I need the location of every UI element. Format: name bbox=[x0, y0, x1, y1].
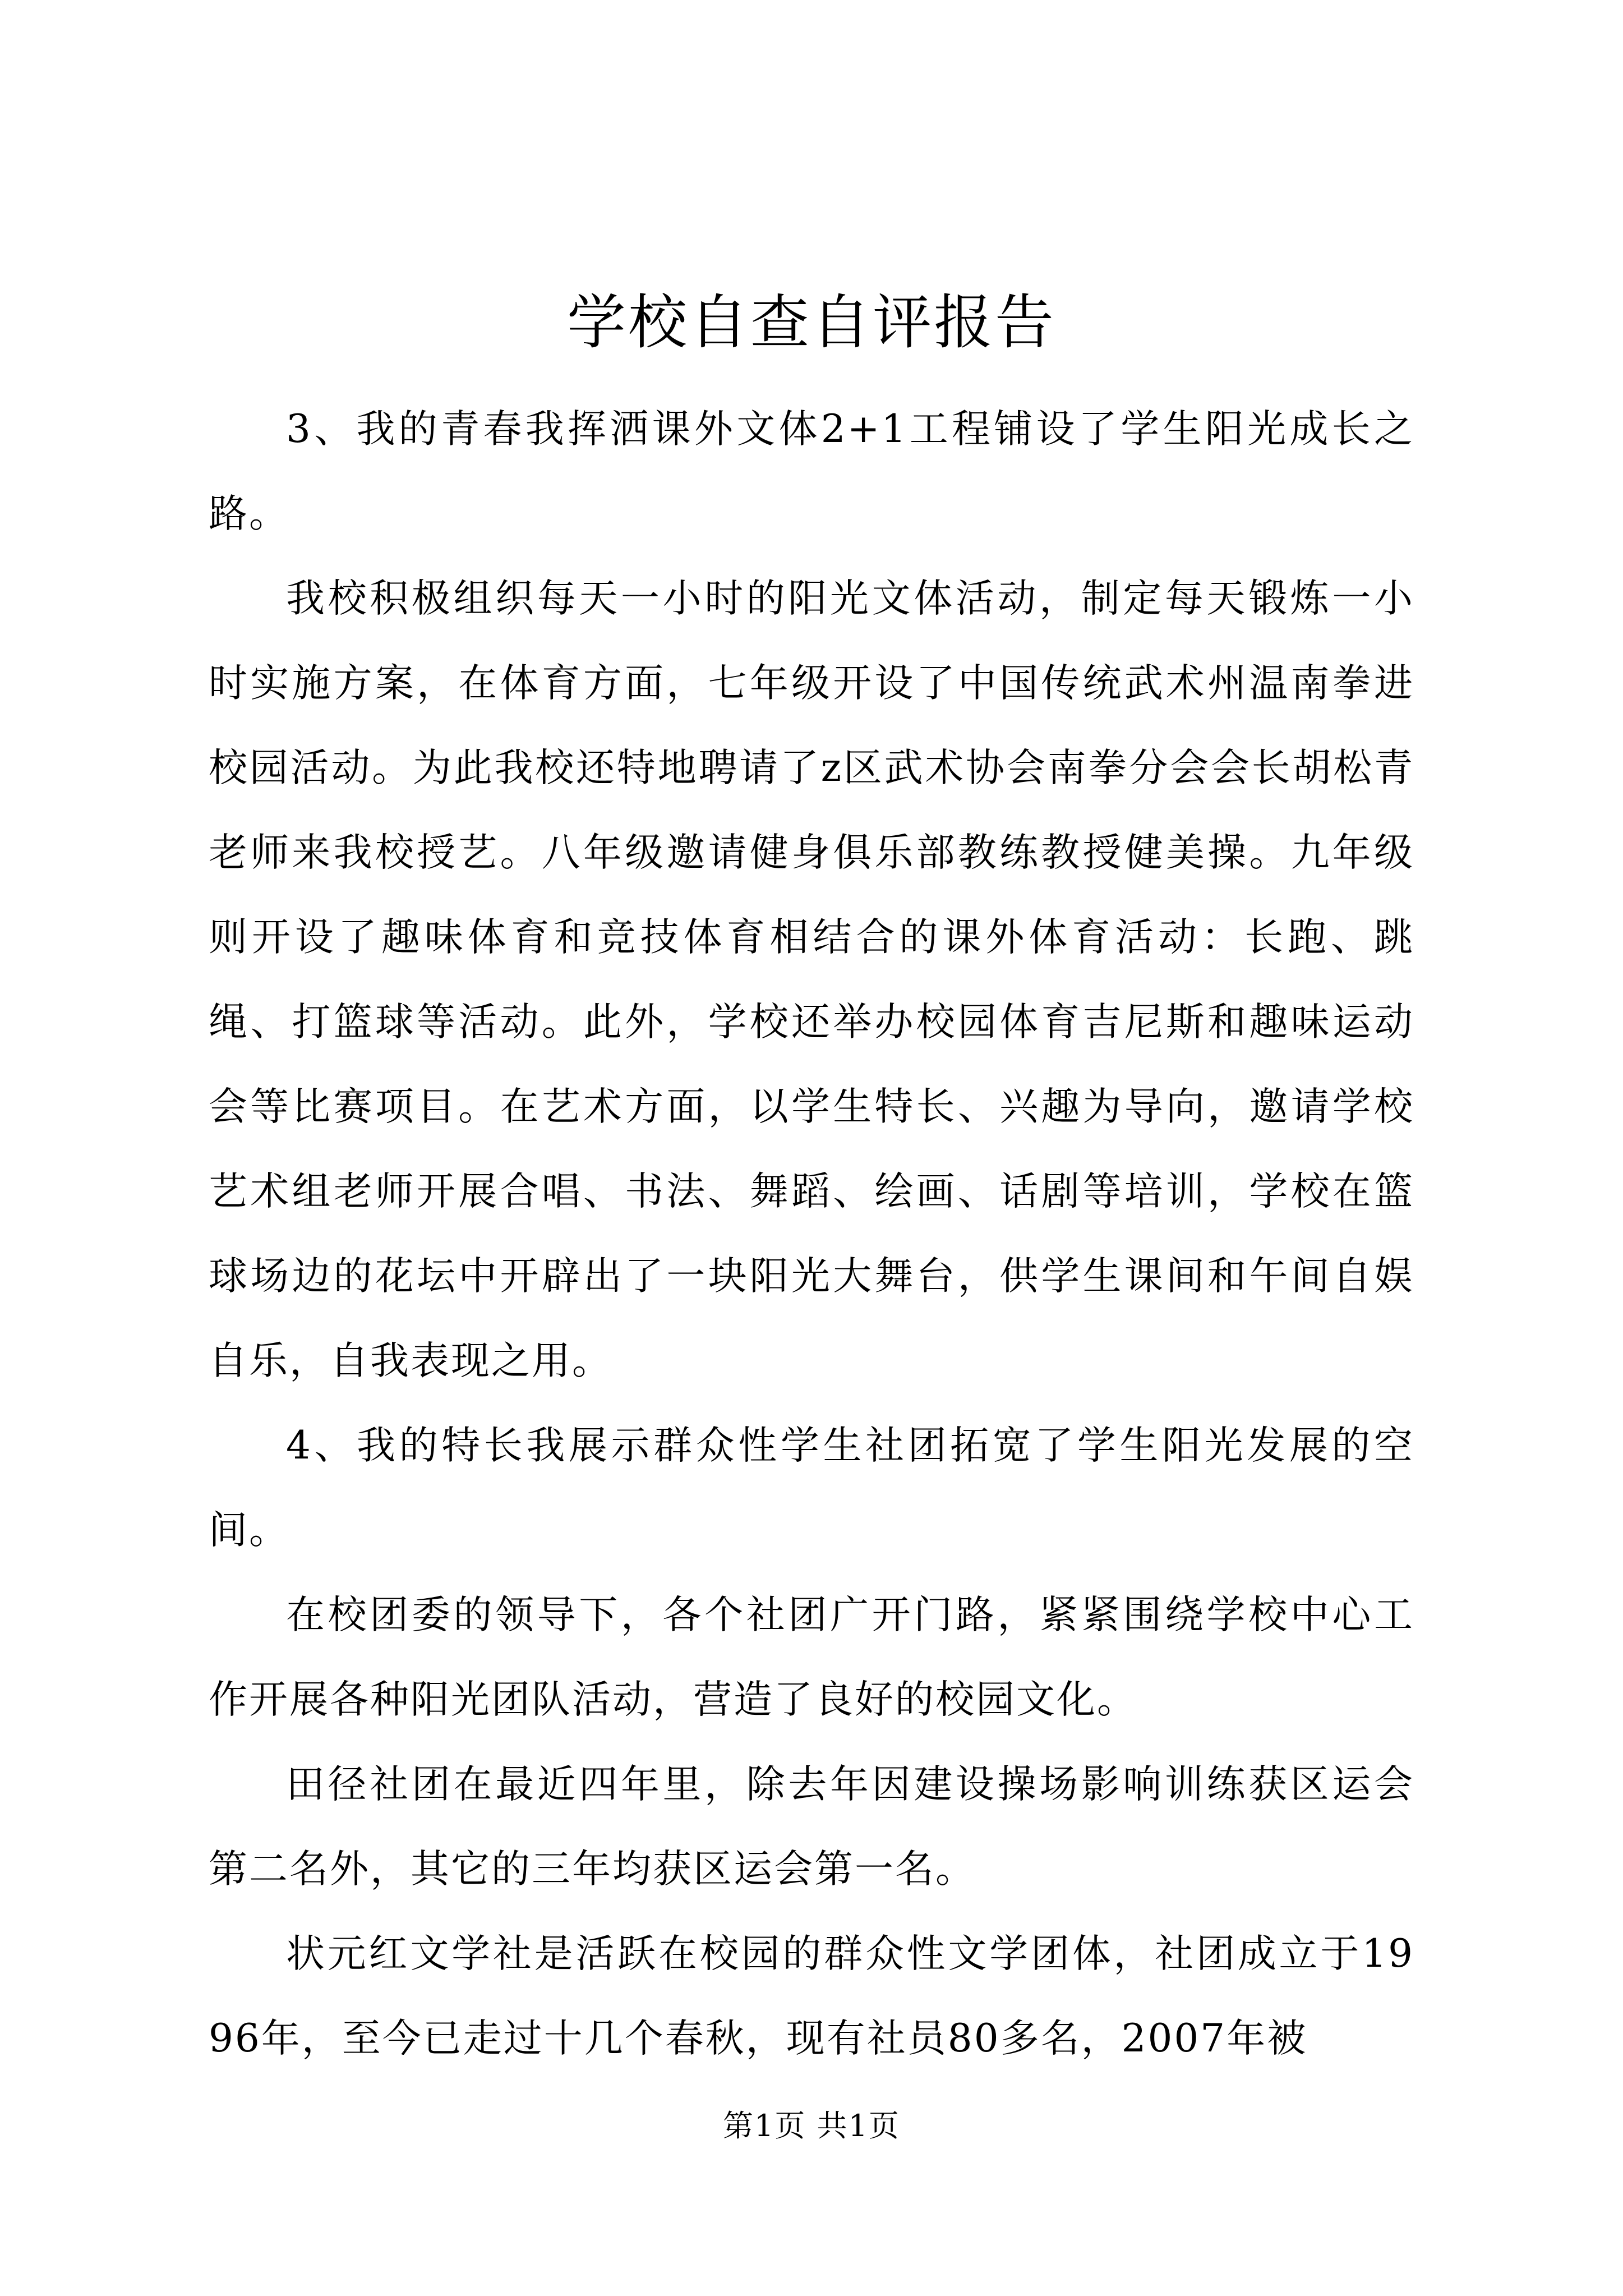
paragraph-4: 在校团委的领导下，各个社团广开门路，紧紧围绕学校中心工作开展各种阳光团队活动，营造了良好的校园文化。 bbox=[209, 1593, 1414, 1722]
paragraph-2: 我校积极组织每天一小时的阳光文体活动，制定每天锻炼一小时实施方案，在体育方面，七年级开设了中国传统武术州温南拳进校园活动。为此我校还特地聘请了z区武术协会南拳分会会长胡松青老师来我校授艺。八年级邀请健身俱乐部教练教授健美操。九年级则开设了趣味体育和竞技体育相结合的课外体育活动：长跑、跳绳、打篮球等活动。此外，学校还举办校园体育吉尼斯和趣味运动会等比赛项目。在艺术方面，以学生特长、兴趣为导向，邀请学校艺术组老师开展合唱、书法、舞蹈、绘画、话剧等培训，学校在篮球场边的花坛中开辟出了一块阳光大舞台，供学生课间和午间自娱自乐，自我表现之用。 bbox=[209, 576, 1414, 1383]
paragraph-3: 4、我的特长我展示群众性学生社团拓宽了学生阳光发展的空间。 bbox=[209, 1423, 1414, 1553]
document-title: 学校自查自评报告 bbox=[566, 288, 1056, 357]
page-number-footer: 第1页 共1页 bbox=[723, 2108, 900, 2143]
paragraph-1: 3、我的青春我挥洒课外文体2+1工程铺设了学生阳光成长之路。 bbox=[209, 407, 1414, 536]
document-body bbox=[209, 387, 1414, 2081]
paragraph-6: 状元红文学社是活跃在校园的群众性文学团体，社团成立于1996年，至今已走过十几个春秋，现有社员80多名，2007年被 bbox=[209, 1931, 1414, 2061]
paragraph-5: 田径社团在最近四年里，除去年因建设操场影响训练获区运会第二名外，其它的三年均获区运会第一名。 bbox=[209, 1762, 1414, 1892]
